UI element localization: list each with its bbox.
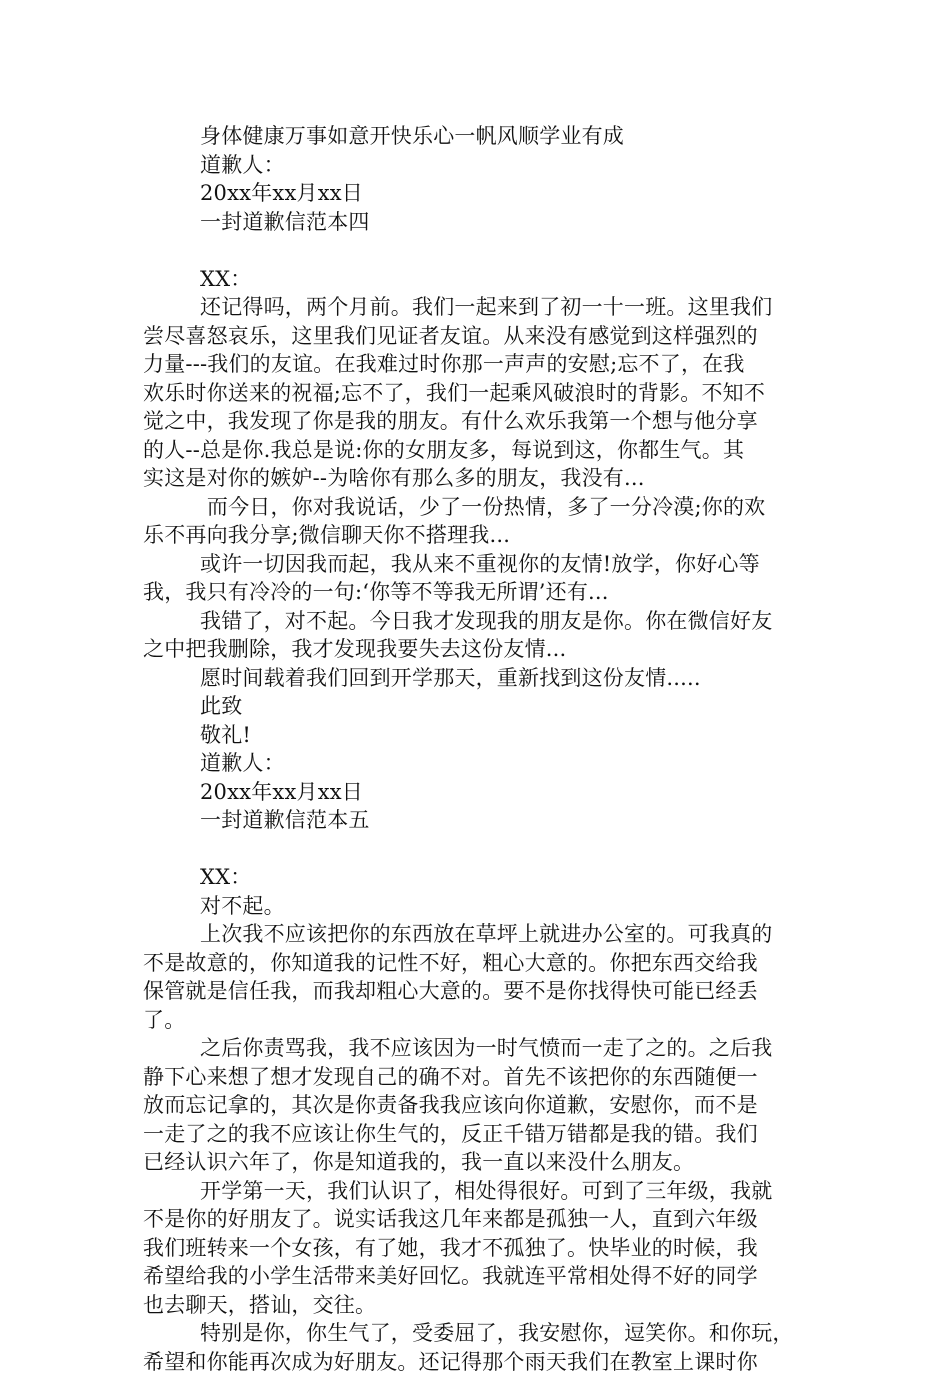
paragraph-line: 的人--总是你.我总是说:你的女朋友多，每说到这，你都生气。其 bbox=[143, 436, 810, 465]
section-title: 一封道歉信范本五 bbox=[143, 806, 810, 835]
paragraph-line: 放而忘记拿的，其次是你责备我我应该向你道歉，安慰你，而不是 bbox=[143, 1091, 810, 1120]
paragraph-line: 开学第一天，我们认识了，相处得很好。可到了三年级，我就 bbox=[143, 1177, 810, 1206]
paragraph-line: 尝尽喜怒哀乐，这里我们见证者友谊。从来没有感觉到这样强烈的 bbox=[143, 322, 810, 351]
paragraph-line: 力量---我们的友谊。在我难过时你那一声声的安慰;忘不了，在我 bbox=[143, 350, 810, 379]
paragraph-line: 希望和你能再次成为好朋友。还记得那个雨天我们在教室上课时你 bbox=[143, 1348, 810, 1376]
paragraph-line: 我错了，对不起。今日我才发现我的朋友是你。你在微信好友 bbox=[143, 607, 810, 636]
letter-date: 20xx年xx月xx日 bbox=[143, 778, 810, 807]
paragraph-line: 我们班转来一个女孩，有了她，我才不孤独了。快毕业的时候，我 bbox=[143, 1234, 810, 1263]
paragraph-line: 欢乐时你送来的祝福;忘不了，我们一起乘风破浪时的背影。不知不 bbox=[143, 379, 810, 408]
paragraph-line: 之后你责骂我，我不应该因为一时气愤而一走了之的。之后我 bbox=[143, 1034, 810, 1063]
paragraph-line: 保管就是信任我，而我却粗心大意的。要不是你找得快可能已经丢 bbox=[143, 977, 810, 1006]
paragraph-line: 之中把我删除，我才发现我要失去这份友情... bbox=[143, 635, 810, 664]
paragraph-line: 静下心来想了想才发现自己的确不对。首先不该把你的东西随便一 bbox=[143, 1063, 810, 1092]
document-page bbox=[143, 122, 810, 1376]
paragraph-line: 还记得吗，两个月前。我们一起来到了初一十一班。这里我们 bbox=[143, 293, 810, 322]
paragraph-line: 特别是你，你生气了，受委屈了，我安慰你，逗笑你。和你玩， bbox=[143, 1319, 810, 1348]
paragraph-line: 不是故意的，你知道我的记性不好，粗心大意的。你把东西交给我 bbox=[143, 949, 810, 978]
paragraph-line: 实这是对你的嫉妒--为啥你有那么多的朋友，我没有... bbox=[143, 464, 810, 493]
apology-opening: 对不起。 bbox=[143, 892, 810, 921]
salutation: XX： bbox=[143, 863, 810, 892]
blank-line bbox=[143, 835, 810, 864]
paragraph-line: 上次我不应该把你的东西放在草坪上就进办公室的。可我真的 bbox=[143, 920, 810, 949]
blank-line bbox=[143, 236, 810, 265]
paragraph-line: 觉之中，我发现了你是我的朋友。有什么欢乐我第一个想与他分享 bbox=[143, 407, 810, 436]
paragraph-line: 希望给我的小学生活带来美好回忆。我就连平常相处得不好的同学 bbox=[143, 1262, 810, 1291]
paragraph-line: 已经认识六年了，你是知道我的，我一直以来没什么朋友。 bbox=[143, 1148, 810, 1177]
letter-date: 20xx年xx月xx日 bbox=[143, 179, 810, 208]
signer-label: 道歉人： bbox=[143, 749, 810, 778]
paragraph-line: 我，我只有冷冷的一句:‘你等不等我无所谓’还有... bbox=[143, 578, 810, 607]
paragraph-line: 也去聊天，搭讪，交往。 bbox=[143, 1291, 810, 1320]
section-title: 一封道歉信范本四 bbox=[143, 208, 810, 237]
regards-line: 此致 bbox=[143, 692, 810, 721]
regards-line: 敬礼! bbox=[143, 721, 810, 750]
salutation: XX： bbox=[143, 265, 810, 294]
paragraph-line: 不是你的好朋友了。说实话我这几年来都是孤独一人，直到六年级 bbox=[143, 1205, 810, 1234]
signer-label: 道歉人： bbox=[143, 151, 810, 180]
paragraph-line: 乐不再向我分享;微信聊天你不搭理我... bbox=[143, 521, 810, 550]
paragraph-line: 而今日，你对我说话，少了一份热情，多了一分冷漠;你的欢 bbox=[143, 493, 810, 522]
paragraph-line: 或许一切因我而起，我从来不重视你的友情!放学，你好心等 bbox=[143, 550, 810, 579]
paragraph-line: 一走了之的我不应该让你生气的，反正千错万错都是我的错。我们 bbox=[143, 1120, 810, 1149]
paragraph-line: 愿时间载着我们回到开学那天，重新找到这份友情..... bbox=[143, 664, 810, 693]
closing-wishes: 身体健康万事如意开快乐心一帆风顺学业有成 bbox=[143, 122, 810, 151]
paragraph-line: 了。 bbox=[143, 1006, 810, 1035]
